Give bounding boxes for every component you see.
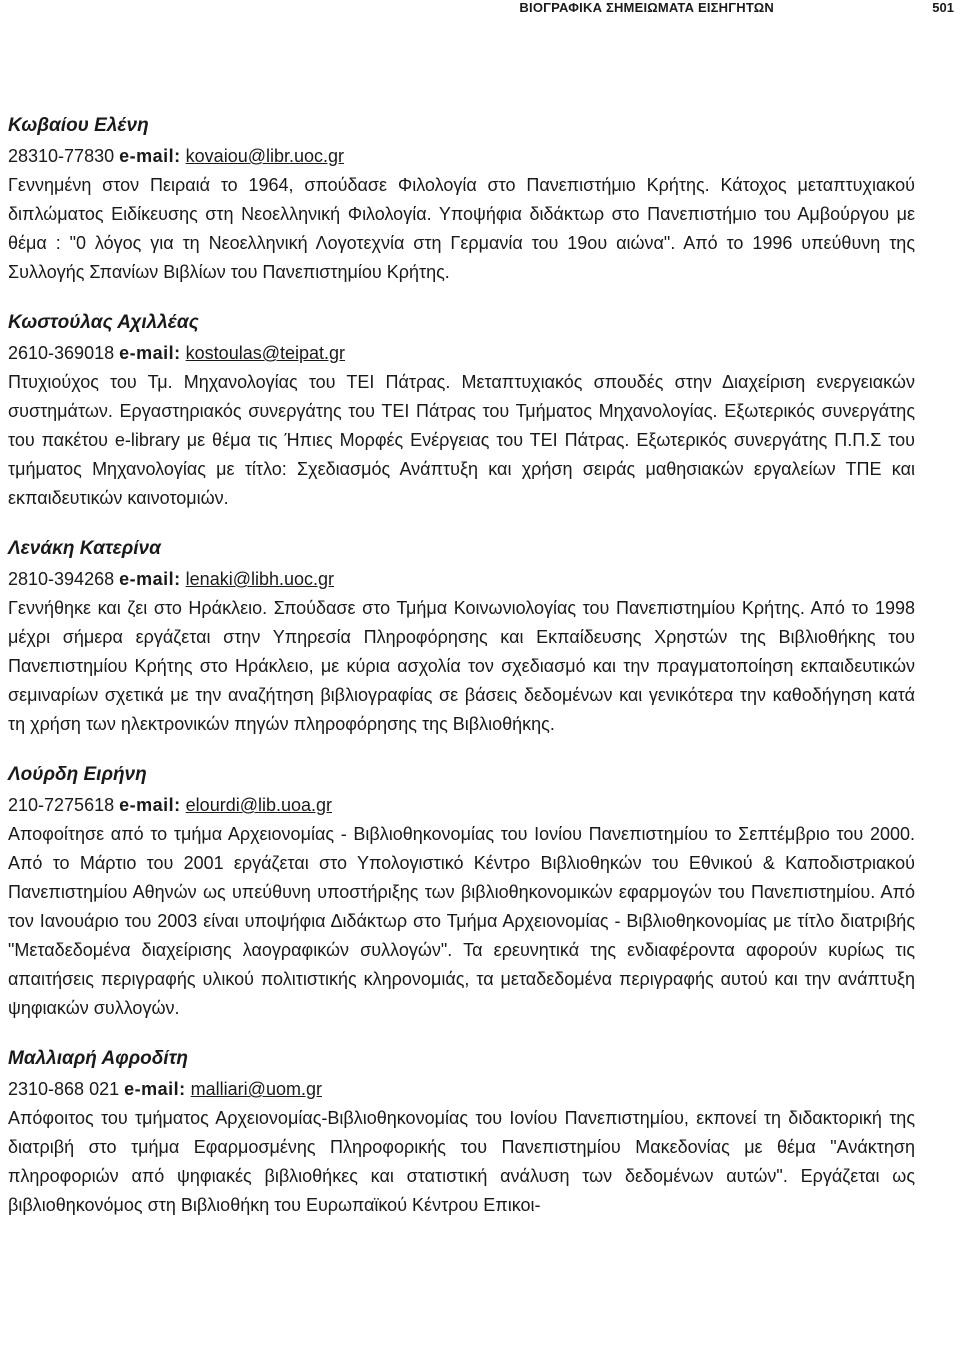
biography-entry [8, 535, 915, 739]
phone-number: 2610-369018 [8, 343, 115, 363]
phone-number: 28310-77830 [8, 146, 115, 166]
email-label: e-mail: [119, 343, 181, 363]
biography-text: Γεννήθηκε και ζει στο Ηράκλειο. Σπούδασε στο Τμήμα Κοινωνιολογίας του Πανεπιστημίου Κρήτης. Από το 1998 μέχρι σήμερα εργάζεται στην Υπηρεσία Πληροφόρησης και Εκπαίδευσης Χρηστών της Βιβλιοθήκης του Πανεπιστημίου Κρήτης στο Ηράκλειο, με κύρια ασχολία τον σχεδιασμό και την πραγματοποίηση εκπαιδευτικών σεμιναρίων σχετικά με την αναζήτηση βιβλιογραφίας σε βάσεις δεδομένων και γενικότερα την καθοδήγηση κατά τη χρήση των ηλεκτρονικών πηγών πληροφόρησης της Βιβλιοθήκης. [8, 598, 915, 734]
biography-text: Απόφοιτος του τμήματος Αρχειονομίας-Βιβλιοθηκονομίας του Ιονίου Πανεπιστημίου, εκπονεί τη διδακτορική της διατριβή στο τμήμα Εφαρμοσμένης Πληροφορικής του Πανεπιστημίου Μακεδονίας με θέμα "Ανάκτηση πληροφοριών από ψηφιακές βιβλιοθήκες και στατιστική ανάλυση των δεδομένων αυτών". Εργάζεται ως βιβλιοθηκονόμος στη Βιβλιοθήκη του Ευρωπαϊκού Κέντρου Επικοι- [8, 1108, 915, 1215]
person-name: Κωβαίου Ελένη [8, 115, 149, 136]
biography-entry [8, 112, 915, 287]
contact-line [8, 791, 915, 820]
contact-line [8, 565, 915, 594]
biography-entry [8, 309, 915, 513]
biographies-list [8, 112, 915, 1242]
biography-entry [8, 1045, 915, 1220]
biography-text: Πτυχιούχος του Τμ. Μηχανολογίας του ΤΕΙ Πάτρας. Μεταπτυχιακός σπουδές στην Διαχείριση ενεργειακών συστημάτων. Εργαστηριακός συνεργάτης του ΤΕΙ Πάτρας του Τμήματος Μηχανολογίας. Εξωτερικός συνεργάτης του πακέτου e-library με θέμα τις Ήπιες Μορφές Ενέργειας του ΤΕΙ Πάτρας. Εξωτερικός συνεργάτης Π.Π.Σ του τμήματος Μηχανολογίας με τίτλο: Σχεδιασμός Ανάπτυξη και χρήση σειράς μαθησιακών εργαλείων ΤΠΕ και εκπαιδευτικών καινοτομιών. [8, 372, 915, 508]
phone-number: 2810-394268 [8, 569, 115, 589]
contact-line [8, 142, 915, 171]
running-header [0, 0, 960, 20]
running-title: ΒΙΟΓΡΑΦΙΚΑ ΣΗΜΕΙΩΜΑΤΑ ΕΙΣΗΓΗΤΩΝ [519, 0, 774, 15]
contact-line [8, 1075, 915, 1104]
email-link[interactable]: kovaiou@libr.uoc.gr [185, 146, 345, 166]
person-name: Μαλλιαρή Αφροδίτη [8, 1048, 188, 1069]
biography-entry [8, 761, 915, 1023]
email-link[interactable]: elourdi@lib.uoa.gr [185, 795, 333, 815]
page-number: 501 [932, 0, 954, 15]
person-name: Κωστούλας Αχιλλέας [8, 312, 199, 333]
person-name: Λούρδη Ειρήνη [8, 764, 147, 785]
email-label: e-mail: [119, 146, 181, 166]
contact-line [8, 339, 915, 368]
person-name: Λενάκη Κατερίνα [8, 538, 161, 559]
email-label: e-mail: [119, 569, 181, 589]
biography-text: Αποφοίτησε από το τμήμα Αρχειονομίας - Βιβλιοθηκονομίας του Ιονίου Πανεπιστημίου το Σεπτέμβριο του 2000. Από το Μάρτιο του 2001 εργάζεται στο Υπολογιστικό Κέντρο Βιβλιοθηκών του Εθνικού & Καποδιστριακού Πανεπιστημίου Αθηνών ως υπεύθυνη υποστήριξης των βιβλιοθηκονομικών εφαρμογών του Πανεπιστημίου. Από τον Ιανουάριο του 2003 είναι υποψήφια Διδάκτωρ στο Τμήμα Αρχειονομίας - Βιβλιοθηκονομίας με τίτλο διατριβής "Μεταδεδομένα διαχείρισης λαογραφικών συλλογών". Τα ερευνητικά της ενδιαφέροντα αφορούν κυρίως τις απαιτήσεις περιγραφής υλικού πολιτιστικής κληρονομιάς, τα μεταδεδομένα περιγραφής αυτού και την ανάπτυξη ψηφιακών συλλογών. [8, 824, 915, 1018]
biography-text: Γεννημένη στον Πειραιά το 1964, σπούδασε Φιλολογία στο Πανεπιστήμιο Κρήτης. Κάτοχος μεταπτυχιακού διπλώματος Ειδίκευσης στη Νεοελληνική Φιλολογία. Υποψήφια διδάκτωρ στο Πανεπιστήμιο του Αμβούργου με θέμα : "0 λόγος για τη Νεοελληνική Λογοτεχνία στη Γερμανία του 19ου αιώνα". Από το 1996 υπεύθυνη της Συλλογής Σπανίων Βιβλίων του Πανεπιστημίου Κρήτης. [8, 175, 915, 282]
email-label: e-mail: [124, 1079, 186, 1099]
email-link[interactable]: kostoulas@teipat.gr [185, 343, 346, 363]
email-link[interactable]: malliari@uom.gr [190, 1079, 322, 1099]
phone-number: 2310-868 021 [8, 1079, 120, 1099]
email-label: e-mail: [119, 795, 181, 815]
email-link[interactable]: lenaki@libh.uoc.gr [185, 569, 335, 589]
phone-number: 210-7275618 [8, 795, 115, 815]
